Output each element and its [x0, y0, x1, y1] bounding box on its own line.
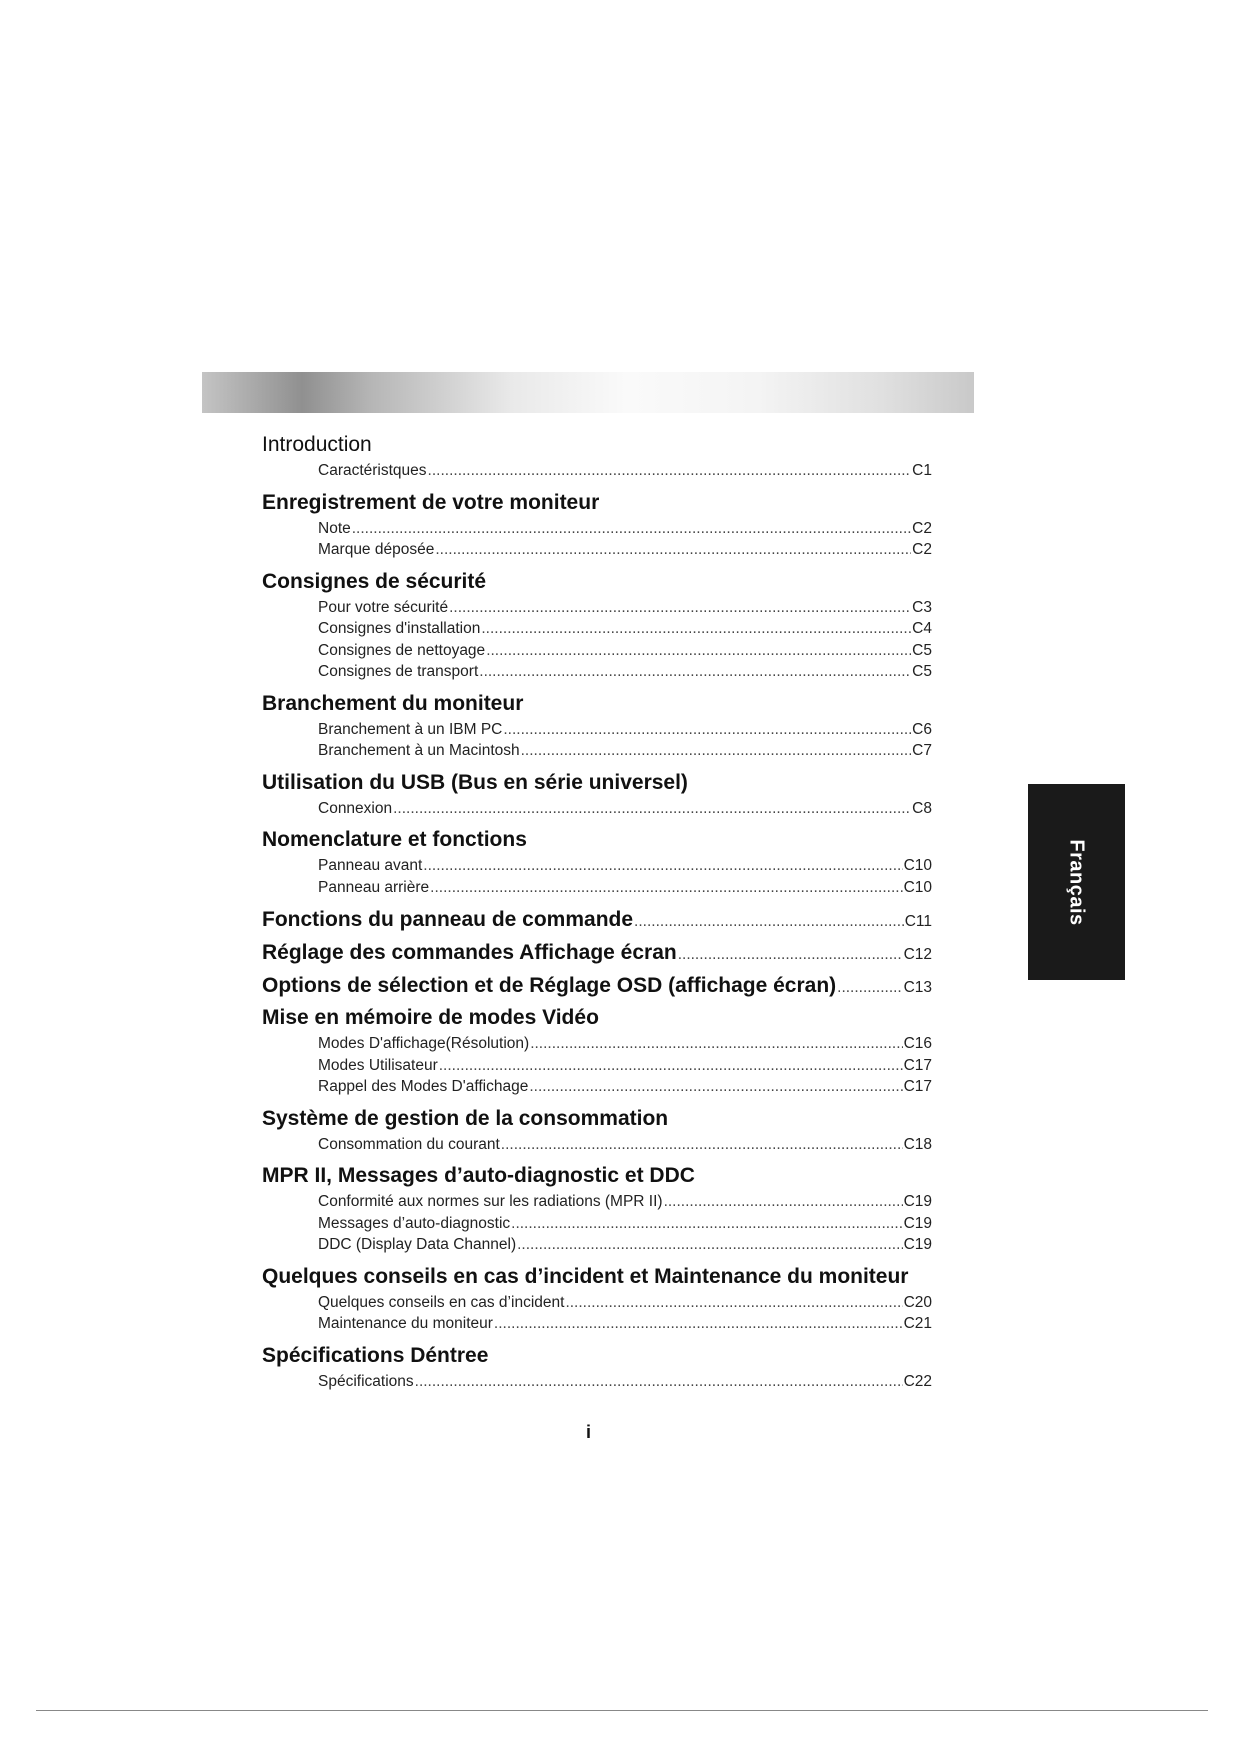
- entry-label: Quelques conseils en cas d’incident: [318, 1293, 565, 1311]
- toc-section: [262, 689, 932, 762]
- dot-leader: [486, 640, 911, 662]
- toc-section: [262, 488, 932, 561]
- dot-leader: [503, 719, 911, 741]
- entry-label: Modes D'affichage(Résolution): [318, 1035, 530, 1052]
- toc-section-entry[interactable]: [262, 904, 932, 937]
- entry-page: C5: [912, 641, 932, 659]
- section-title[interactable]: Mise en mémoire de modes Vidéo: [262, 1006, 599, 1029]
- section-title[interactable]: Spécifications Déntree: [262, 1343, 489, 1367]
- toc-section: [262, 1341, 932, 1393]
- toc-entry[interactable]: [262, 1234, 932, 1256]
- entry-label: Pour votre sécurité: [318, 598, 449, 616]
- section-title[interactable]: Branchement du moniteur: [262, 691, 524, 715]
- entry-label: Consignes de nettoyage: [318, 641, 486, 659]
- toc-entry[interactable]: [262, 1191, 932, 1213]
- entry-page: C7: [912, 742, 932, 759]
- entry-label: Marque déposée: [318, 541, 435, 558]
- entry-page: C19: [903, 1193, 932, 1210]
- entry-label: Messages d’auto-diagnostic: [318, 1214, 511, 1232]
- section-title[interactable]: Enregistrement de votre moniteur: [262, 490, 600, 514]
- dot-leader: [479, 661, 911, 683]
- section-title[interactable]: MPR II, Messages d’auto-diagnostic et DDC: [262, 1164, 695, 1187]
- entry-page: C10: [903, 857, 932, 874]
- toc-entry[interactable]: [262, 1213, 932, 1235]
- toc-entry[interactable]: [262, 740, 932, 762]
- toc-entry[interactable]: [262, 518, 932, 540]
- entry-page: C1: [912, 462, 932, 479]
- dot-leader: [634, 906, 904, 937]
- toc-section: [262, 1104, 932, 1156]
- toc-entry[interactable]: [262, 1134, 932, 1156]
- dot-leader: [449, 597, 911, 619]
- toc-entry[interactable]: [262, 719, 932, 741]
- dot-leader: [501, 1134, 903, 1156]
- dot-leader: [521, 740, 912, 762]
- entry-label: Modes Utilisateur: [318, 1056, 438, 1074]
- entry-page: C2: [912, 541, 932, 558]
- entry-page: C16: [903, 1035, 932, 1052]
- dot-leader: [435, 539, 911, 561]
- entry-page: C4: [912, 620, 932, 637]
- entry-page: C6: [912, 720, 932, 738]
- entry-page: C17: [903, 1078, 932, 1095]
- section-title[interactable]: Utilisation du USB (Bus en série universel): [262, 770, 688, 794]
- toc-entry[interactable]: [262, 1055, 932, 1077]
- entry-label: Consignes d'installation: [318, 620, 481, 637]
- section-title[interactable]: Système de gestion de la consommation: [262, 1106, 669, 1130]
- section-title[interactable]: Introduction: [262, 433, 372, 456]
- toc-entry[interactable]: [262, 798, 932, 820]
- toc-entry[interactable]: [262, 1033, 932, 1055]
- entry-label: Branchement à un IBM PC: [318, 720, 503, 738]
- toc-entry[interactable]: [262, 1313, 932, 1335]
- entry-label: Branchement à un Macintosh: [318, 742, 520, 759]
- section-title[interactable]: Quelques conseils en cas d’incident et Maintenance du moniteur: [262, 1264, 909, 1288]
- entry-page: C19: [903, 1236, 932, 1253]
- dot-leader: [664, 1191, 903, 1213]
- dot-leader: [511, 1213, 902, 1235]
- toc-entry[interactable]: [262, 640, 932, 662]
- dot-leader: [837, 972, 902, 1003]
- toc-entry[interactable]: [262, 1371, 932, 1393]
- toc-entry[interactable]: [262, 460, 932, 482]
- toc-section: [262, 1262, 932, 1335]
- entry-label: Connexion: [318, 799, 393, 817]
- entry-page: C18: [903, 1135, 932, 1153]
- dot-leader: [423, 855, 902, 877]
- entry-page: C10: [903, 878, 932, 896]
- toc-entry[interactable]: [262, 597, 932, 619]
- entry-label: Maintenance du moniteur: [318, 1315, 493, 1332]
- entry-label: Note: [318, 519, 351, 537]
- language-tab-label: Français: [1065, 838, 1088, 926]
- entry-page: C5: [912, 663, 932, 680]
- toc-entry[interactable]: [262, 661, 932, 683]
- entry-page: C2: [912, 519, 932, 537]
- toc-entry[interactable]: [262, 1076, 932, 1098]
- toc-entry[interactable]: [262, 877, 932, 899]
- entry-label: Panneau avant: [318, 857, 423, 874]
- language-tab[interactable]: [1028, 784, 1125, 980]
- entry-label: Conformité aux normes sur les radiations (MPR II): [318, 1193, 663, 1210]
- entry-label: DDC (Display Data Channel): [318, 1236, 517, 1253]
- dot-leader: [530, 1033, 902, 1055]
- dot-leader: [393, 798, 911, 820]
- entry-page: C12: [903, 946, 932, 963]
- bottom-rule: [36, 1710, 1208, 1711]
- section-title[interactable]: Consignes de sécurité: [262, 569, 487, 593]
- toc-section: [262, 1161, 932, 1256]
- toc-entry[interactable]: [262, 539, 932, 561]
- section-title[interactable]: Nomenclature et fonctions: [262, 828, 527, 851]
- entry-page: C8: [912, 799, 932, 817]
- dot-leader: [565, 1292, 902, 1314]
- entry-page: C17: [903, 1056, 932, 1074]
- dot-leader: [517, 1234, 902, 1256]
- entry-label: Consommation du courant: [318, 1135, 500, 1153]
- entry-label: Rappel des Modes D'affichage: [318, 1078, 529, 1095]
- dot-leader: [352, 518, 911, 540]
- dot-leader: [529, 1076, 902, 1098]
- entry-label: Panneau arrière: [318, 878, 430, 896]
- toc-entry[interactable]: [262, 618, 932, 640]
- toc-section: [262, 825, 932, 898]
- entry-page: C22: [903, 1372, 932, 1390]
- toc-section: [262, 768, 932, 820]
- section-title: Réglage des commandes Affichage écran: [262, 941, 677, 964]
- toc-section: [262, 1003, 932, 1098]
- dot-leader: [481, 618, 911, 640]
- entry-page: C21: [903, 1315, 932, 1332]
- entry-label: Caractéristques: [318, 462, 427, 479]
- section-title: Options de sélection et de Réglage OSD (affichage écran): [262, 974, 837, 997]
- toc-entry[interactable]: [262, 1292, 932, 1314]
- entry-page: C19: [903, 1214, 932, 1232]
- dot-leader: [430, 877, 902, 899]
- dot-leader: [494, 1313, 903, 1335]
- section-title: Fonctions du panneau de commande: [262, 908, 634, 931]
- header-band: [202, 372, 974, 413]
- entry-page: C11: [904, 913, 932, 930]
- toc-section-entry[interactable]: [262, 970, 932, 1003]
- entry-page: C20: [903, 1293, 932, 1311]
- toc-entry[interactable]: [262, 855, 932, 877]
- dot-leader: [678, 939, 903, 970]
- toc-section-entry[interactable]: [262, 937, 932, 970]
- entry-label: Spécifications: [318, 1372, 414, 1390]
- dot-leader: [439, 1055, 903, 1077]
- dot-leader: [428, 460, 912, 482]
- table-of-contents: [262, 430, 932, 1398]
- entry-page: C3: [912, 598, 932, 616]
- toc-section: [262, 567, 932, 683]
- page-number: i: [586, 1422, 592, 1442]
- dot-leader: [415, 1371, 903, 1393]
- entry-page: C13: [903, 979, 932, 996]
- entry-label: Consignes de transport: [318, 663, 479, 680]
- toc-section: [262, 430, 932, 482]
